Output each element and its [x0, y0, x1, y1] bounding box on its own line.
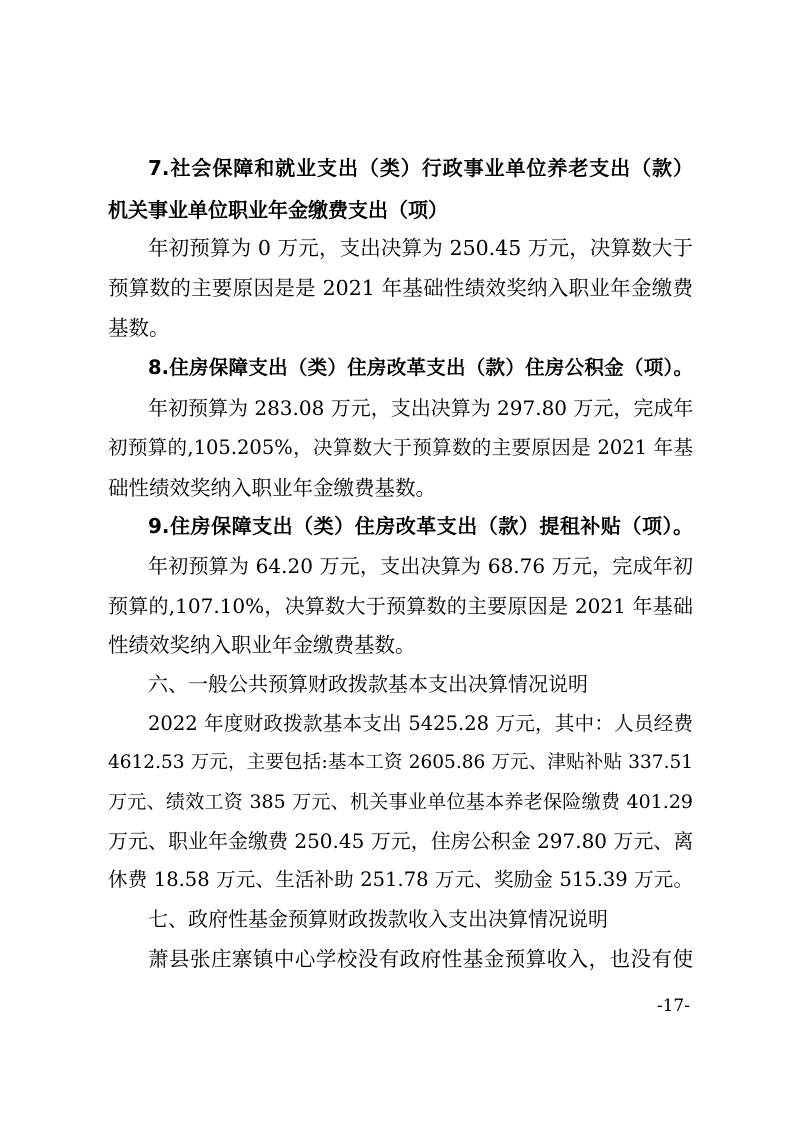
section-8-body-line-1: 年初预算为 283.08 万元，支出决算为 297.80 万元，完成年 [148, 396, 694, 420]
section-8-body-line-3: 础性绩效奖纳入职业年金缴费基数。 [108, 476, 436, 500]
section-7-title-line-2: 机关事业单位职业年金缴费支出（项） [108, 198, 448, 222]
part-6-heading: 六、一般公共预算财政拨款基本支出决算情况说明 [148, 672, 588, 696]
section-7-title-line-1: 7.社会保障和就业支出（类）行政事业单位养老支出（款） [148, 156, 693, 180]
part-6-body-line-4: 万元、职业年金缴费 250.45 万元，住房公积金 297.80 万元、离 [108, 829, 694, 853]
part-6-body-line-1: 2022 年度财政拨款基本支出 5425.28 万元，其中：人员经费 [148, 712, 693, 735]
part-7-heading: 七、政府性基金预算财政拨款收入支出决算情况说明 [148, 907, 608, 931]
part-6-body-line-5: 休费 18.58 万元、生活补助 251.78 万元、奖励金 515.39 万元。 [108, 868, 693, 891]
section-8-title: 8.住房保障支出（类）住房改革支出（款）住房公积金（项）。 [148, 356, 693, 379]
section-7-body-line-1: 年初预算为 0 万元，支出决算为 250.45 万元，决算数大于 [148, 236, 693, 260]
section-9-title: 9.住房保障支出（类）住房改革支出（款）提租补贴（项）。 [148, 514, 693, 538]
section-7-body-line-3: 基数。 [108, 316, 170, 340]
section-7-body-line-2: 预算数的主要原因是是 2021 年基础性绩效奖纳入职业年金缴费 [108, 276, 693, 300]
page-number: -17- [656, 996, 690, 1016]
section-9-body-line-1: 年初预算为 64.20 万元，支出决算为 68.76 万元，完成年初 [148, 554, 693, 578]
part-6-body-line-3: 万元、绩效工资 385 万元、机关事业单位基本养老保险缴费 401.29 [108, 791, 693, 813]
part-7-body-line-1: 萧县张庄寨镇中心学校没有政府性基金预算收入，也没有使 [148, 947, 693, 971]
section-8-body-line-2: 初预算的,105.205%，决算数大于预算数的主要原因是 2021 年基 [108, 436, 693, 459]
section-9-body-line-3: 性绩效奖纳入职业年金缴费基数。 [108, 633, 416, 657]
part-6-body-line-2: 4612.53 万元，主要包括:基本工资 2605.86 万元、津贴补贴 337.51 [108, 752, 693, 773]
section-9-body-line-2: 预算的,107.10%，决算数大于预算数的主要原因是 2021 年基础 [108, 594, 693, 618]
